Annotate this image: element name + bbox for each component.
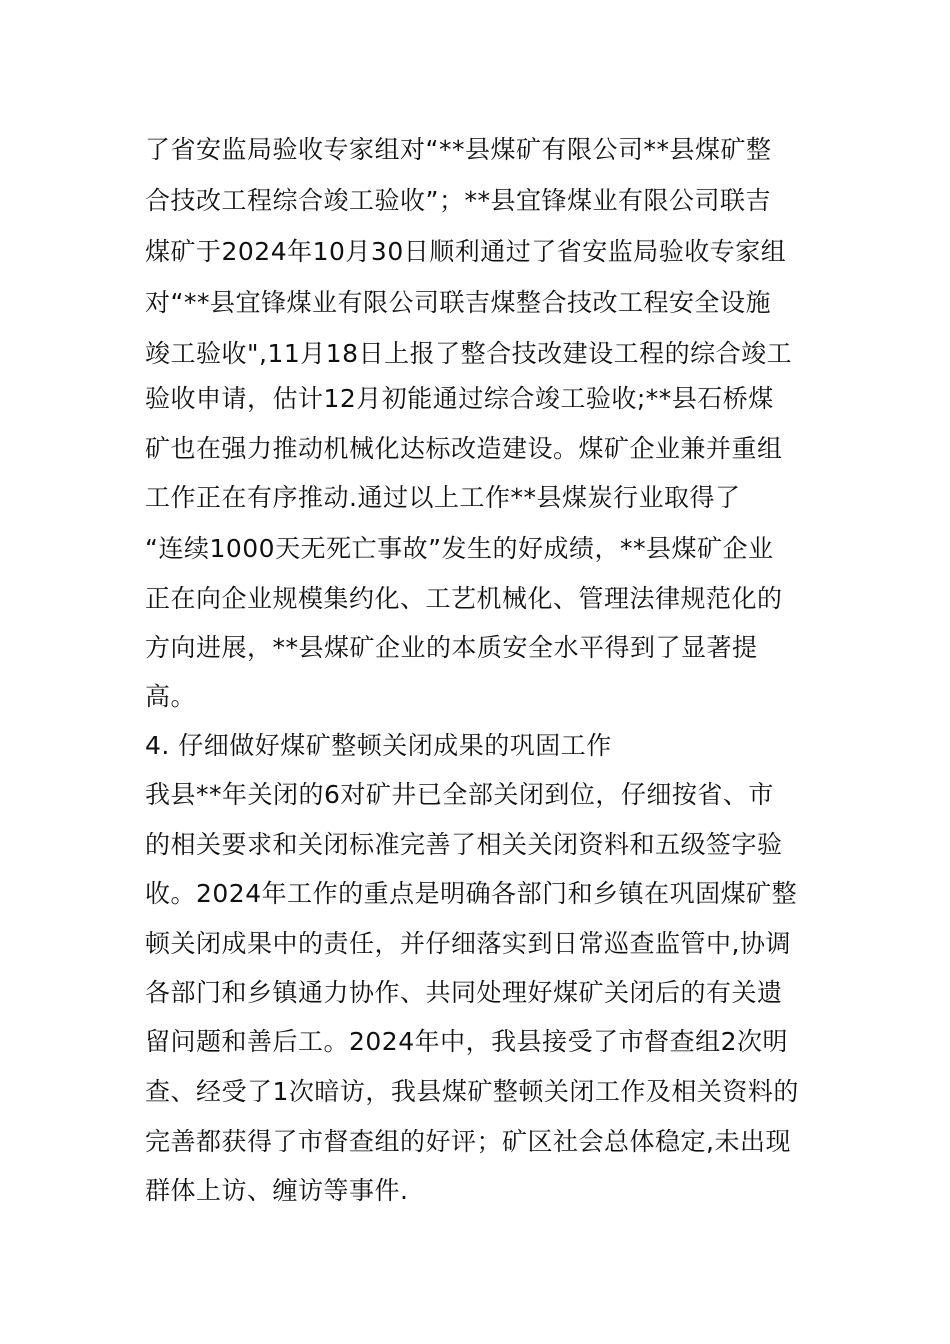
paragraph-line: 方向进展，**县煤矿企业的本质安全水平得到了显著提 xyxy=(145,633,758,662)
paragraph-line: 工作正在有序推动.通过以上工作**县煤炭行业取得了 xyxy=(145,483,741,512)
paragraph-line: 对“**县宜锋煤业有限公司联吉煤整合技改工程安全设施 xyxy=(145,288,771,317)
section-heading: 4. 仔细做好煤矿整顿关闭成果的巩固工作 xyxy=(145,731,612,760)
paragraph-line: 各部门和乡镇通力协作、共同处理好煤矿关闭后的有关遗 xyxy=(145,978,783,1007)
paragraph-line: 群体上访、缠访等事件. xyxy=(145,1176,409,1205)
paragraph-line: 查、经受了1次暗访，我县煤矿整顿关闭工作及相关资料的 xyxy=(145,1077,799,1106)
paragraph-line: 的相关要求和关闭标准完善了相关关闭资料和五级签字验 xyxy=(145,830,783,859)
paragraph-line: 收。2024年工作的重点是明确各部门和乡镇在巩固煤矿整 xyxy=(145,879,798,908)
paragraph-line: 留问题和善后工。2024年中，我县接受了市督查组2次明 xyxy=(145,1027,789,1056)
paragraph-line: 正在向企业规模集约化、工艺机械化、管理法律规范化的 xyxy=(145,584,783,613)
paragraph-line: 顿关闭成果中的责任，并仔细落实到日常巡查监管中,协调 xyxy=(145,929,791,958)
paragraph-line: 合技改工程综合竣工验收”；**县宜锋煤业有限公司联吉 xyxy=(145,186,771,215)
paragraph-line: 验收申请，估计12月初能通过综合竣工验收;**县石桥煤 xyxy=(145,384,774,413)
paragraph-line: 完善都获得了市督查组的好评；矿区社会总体稳定,未出现 xyxy=(145,1127,791,1156)
paragraph-line: “连续1000天无死亡事故”发生的好成绩，**县煤矿企业 xyxy=(145,534,774,563)
paragraph-line: 我县**年关闭的6对矿井已全部关闭到位，仔细按省、市 xyxy=(145,780,774,809)
paragraph-line: 矿也在强力推动机械化达标改造建设。煤矿企业兼并重组 xyxy=(145,434,783,463)
paragraph-line: 煤矿于2024年10月30日顺利通过了省安监局验收专家组 xyxy=(145,237,787,266)
paragraph-line: 竣工验收",11月18日上报了整合技改建设工程的综合竣工 xyxy=(145,339,793,368)
paragraph-line: 了省安监局验收专家组对“**县煤矿有限公司**县煤矿整 xyxy=(145,135,772,164)
paragraph-line: 高。 xyxy=(145,682,197,711)
